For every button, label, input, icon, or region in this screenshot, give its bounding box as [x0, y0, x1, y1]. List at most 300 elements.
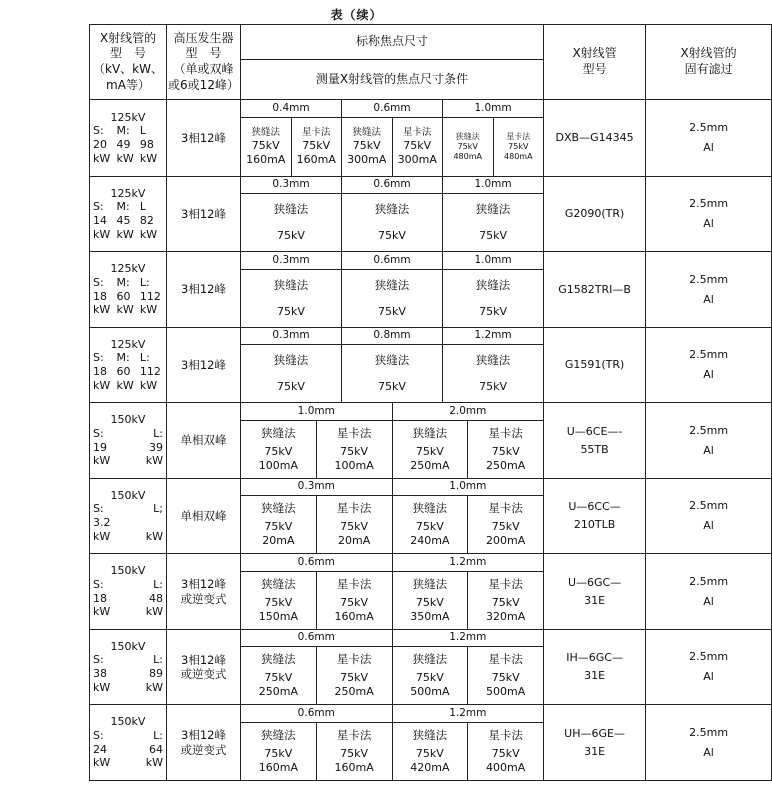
measurement-condition: [392, 421, 468, 479]
method: 狭缝法: [455, 132, 480, 141]
tube-power-labels: [93, 200, 163, 214]
measurement-condition: [241, 270, 342, 328]
filtration-line: Al: [703, 368, 714, 381]
kv-value: 75kV: [277, 228, 305, 242]
focal-size: 0.6mm: [342, 100, 443, 118]
measurement-condition: [468, 421, 544, 479]
power-label: L:: [139, 275, 150, 289]
method: 星卡法: [336, 728, 372, 743]
filtration-line: Al: [703, 443, 714, 457]
ma-value: 400mA: [486, 761, 526, 775]
inherent-filtration: [646, 403, 772, 479]
measurement-condition: [316, 421, 392, 479]
generator-type: [167, 328, 241, 403]
generator-type: [167, 177, 241, 252]
tube-power-values: [93, 138, 163, 152]
kv-value: 75kV: [264, 445, 293, 459]
tube-power-rating: [90, 630, 167, 705]
kv-value: 75kV: [415, 671, 444, 685]
generator-line: 3相12峰: [181, 652, 226, 667]
kv-value: 75kV: [340, 445, 369, 459]
kv-value: 75kV: [491, 671, 520, 685]
inherent-filtration: [646, 705, 772, 781]
generator-line: 3相12峰: [181, 357, 226, 372]
kv-value: 75kV: [378, 304, 406, 318]
tube-model-line: U—6CC—: [568, 500, 621, 514]
power-label: S:: [93, 577, 104, 591]
filtration-line: 2.5mm: [689, 423, 729, 437]
generator-type: [167, 100, 241, 177]
method: 狭缝法: [273, 353, 309, 368]
power-unit: kW: [93, 756, 111, 770]
tube-kv: 150kV: [110, 413, 146, 426]
kv-value: 75kV: [264, 747, 293, 761]
power-unit: kW: [145, 529, 163, 543]
kv-value: 75kV: [479, 304, 507, 318]
ma-value: 160mA: [334, 761, 374, 775]
tube-power-rating: [90, 177, 167, 252]
tube-model-line: G1582TRI—B: [558, 282, 631, 296]
kv-value: 75kV: [264, 671, 293, 685]
power-value: 14: [93, 214, 107, 227]
power-value: 64: [149, 742, 163, 756]
method: 狭缝法: [273, 278, 309, 293]
header-xray-tube-type: X射线管 型号: [544, 25, 646, 100]
focal-size: 1.0mm: [241, 403, 393, 421]
tube-power-units: [93, 152, 163, 166]
focal-size: 1.2mm: [392, 554, 544, 572]
measurement-condition: [443, 345, 544, 403]
measurement-condition: [392, 496, 468, 554]
method: 狭缝法: [261, 426, 296, 441]
tube-power-labels: [93, 729, 163, 743]
focal-size: 0.6mm: [342, 177, 443, 194]
kv-value: 75kV: [264, 520, 293, 534]
measurement-condition: [291, 118, 342, 177]
filtration-line: Al: [703, 292, 714, 306]
focal-size: 1.0mm: [443, 100, 544, 118]
inherent-filtration: [646, 100, 772, 177]
measurement-condition: [316, 572, 392, 630]
ma-value: 250mA: [334, 685, 374, 699]
power-value: 48: [149, 591, 163, 605]
measurement-condition: [241, 647, 317, 705]
measurement-condition: [316, 647, 392, 705]
tube-power-labels: [93, 276, 163, 290]
method: 星卡法: [336, 501, 372, 516]
tube-kv: 150kV: [110, 488, 146, 502]
power-unit: kW: [116, 227, 134, 241]
tube-kv: 150kV: [110, 564, 146, 577]
kv-value: 75kV: [508, 142, 529, 151]
generator-line: 3相12峰: [181, 206, 226, 221]
generator-type: [167, 630, 241, 705]
ma-value: 480mA: [453, 152, 483, 161]
tube-power-values: [93, 743, 163, 757]
kv-value: 75kV: [264, 596, 293, 610]
power-unit: kW: [116, 303, 134, 317]
method: 狭缝法: [374, 353, 410, 368]
tube-power-units: [93, 756, 163, 770]
filtration-line: 2.5mm: [689, 725, 729, 739]
focal-size: 1.0mm: [443, 177, 544, 194]
power-unit: kW: [93, 680, 111, 694]
tube-power-rating: [90, 100, 167, 177]
tube-kv: 125kV: [110, 262, 146, 275]
generator-line: 3相12峰: [181, 282, 226, 297]
tube-kv: 125kV: [110, 337, 146, 351]
tube-power-labels: [93, 427, 163, 441]
power-unit: kW: [139, 227, 158, 241]
filtration-line: Al: [703, 141, 714, 154]
ma-value: 300mA: [347, 152, 387, 166]
focal-size: 1.2mm: [392, 630, 544, 647]
kv-value: 75kV: [403, 139, 432, 153]
kv-value: 75kV: [479, 379, 507, 393]
measurement-condition: [241, 194, 342, 252]
tube-power-values: [93, 667, 163, 681]
power-value: 98: [139, 138, 154, 151]
filtration-line: 2.5mm: [689, 348, 729, 362]
method: 狭缝法: [261, 652, 296, 667]
kv-value: 75kV: [415, 445, 444, 459]
focal-size: 0.3mm: [241, 252, 342, 270]
inherent-filtration: [646, 177, 772, 252]
power-unit: kW: [139, 303, 158, 317]
ma-value: 240mA: [410, 534, 450, 548]
focal-size: 0.8mm: [342, 328, 443, 345]
measurement-condition: [392, 572, 468, 630]
ma-value: 20mA: [338, 534, 371, 548]
tube-model: [544, 403, 646, 479]
power-unit: kW: [93, 303, 111, 317]
tube-power-units: [93, 530, 163, 544]
kv-value: 75kV: [352, 139, 381, 153]
power-value: 18: [93, 289, 107, 303]
ma-value: 160mA: [246, 152, 286, 166]
tube-model: [544, 177, 646, 252]
focal-size: 0.6mm: [241, 554, 393, 572]
power-label: L: [139, 200, 147, 214]
kv-value: 75kV: [491, 747, 520, 761]
power-unit: kW: [116, 378, 134, 392]
power-unit: kW: [145, 605, 163, 619]
method: 狭缝法: [261, 501, 296, 516]
power-value: 60: [116, 365, 131, 378]
ma-value: 250mA: [258, 685, 298, 699]
power-unit: kW: [139, 151, 158, 165]
power-label: M:: [116, 275, 130, 289]
kv-value: 75kV: [340, 747, 369, 761]
filtration-line: 2.5mm: [689, 121, 729, 135]
ma-value: 350mA: [410, 610, 450, 624]
measurement-condition: [342, 118, 393, 177]
tube-model-line: 31E: [584, 593, 606, 607]
generator-type: [167, 252, 241, 328]
power-label: S:: [93, 426, 104, 440]
power-unit: kW: [93, 529, 111, 543]
tube-power-values: [93, 441, 163, 455]
measurement-condition: [392, 118, 443, 177]
power-label: L:: [153, 653, 163, 667]
kv-value: 75kV: [251, 139, 280, 153]
method: 星卡法: [301, 127, 331, 139]
tube-model-line: 210TLB: [573, 518, 616, 531]
power-unit: kW: [116, 151, 134, 165]
tube-power-values: [93, 516, 163, 530]
ma-value: 320mA: [486, 610, 526, 624]
tube-model: [544, 252, 646, 328]
tube-power-rating: [90, 554, 167, 630]
measurement-condition: [342, 194, 443, 252]
kv-value: 75kV: [457, 142, 478, 151]
measurement-condition: [316, 496, 392, 554]
power-value: 3.2: [93, 516, 111, 529]
tube-model-line: UH—6GE—: [564, 726, 625, 740]
kv-value: 75kV: [340, 520, 369, 534]
power-unit: kW: [145, 454, 163, 468]
tube-power-rating: [90, 252, 167, 328]
tube-model-line: DXB—G14345: [555, 131, 634, 145]
focal-size: 0.6mm: [241, 630, 393, 647]
measurement-condition: [241, 723, 317, 781]
power-label: L:: [153, 426, 163, 440]
tube-power-labels: [93, 578, 163, 592]
power-label: M:: [116, 200, 130, 214]
tube-model: [544, 705, 646, 781]
filtration-line: Al: [703, 217, 714, 230]
tube-power-rating: [90, 328, 167, 403]
measurement-condition: [443, 194, 544, 252]
measurement-condition: [241, 496, 317, 554]
method: 狭缝法: [412, 577, 448, 592]
focal-size: 0.3mm: [241, 328, 342, 345]
power-value: 82: [139, 214, 154, 227]
power-label: S:: [93, 502, 104, 516]
tube-model-line: G1591(TR): [564, 358, 625, 372]
power-value: 49: [116, 138, 131, 151]
method: 狭缝法: [412, 501, 448, 516]
ma-value: 420mA: [410, 761, 450, 775]
kv-value: 75kV: [340, 596, 369, 610]
power-unit: kW: [93, 227, 111, 241]
inherent-filtration: [646, 479, 772, 554]
header-nominal-focal-size: 标称焦点尺寸: [241, 25, 544, 60]
generator-type: [167, 403, 241, 479]
power-value: 18: [93, 591, 107, 605]
generator-type: [167, 479, 241, 554]
header-tube-model: X射线管的 型 号 （kV、kW、 mA等）: [90, 25, 167, 100]
focal-size: 1.2mm: [392, 705, 544, 723]
tube-power-labels: [93, 124, 163, 138]
method: 星卡法: [336, 577, 372, 592]
tube-model: [544, 554, 646, 630]
power-unit: kW: [93, 378, 111, 392]
power-value: 112: [139, 289, 161, 303]
tube-power-values: [93, 214, 163, 228]
tube-power-units: [93, 605, 163, 619]
focal-size: 1.2mm: [443, 328, 544, 345]
power-value: 39: [149, 440, 163, 454]
generator-line: 或逆变式: [180, 667, 227, 681]
focal-size: 0.6mm: [241, 705, 393, 723]
tube-model-line: U—6GC—: [567, 575, 622, 589]
power-value: 19: [93, 440, 107, 454]
method: 星卡法: [488, 577, 523, 592]
method: 星卡法: [488, 426, 523, 441]
generator-line: 单相双峰: [180, 433, 227, 448]
tube-model-line: 31E: [584, 669, 606, 682]
filtration-line: Al: [703, 745, 714, 759]
ma-value: 160mA: [296, 152, 336, 166]
tube-kv: 125kV: [110, 186, 146, 200]
tube-power-labels: [93, 351, 163, 365]
measurement-condition: [468, 572, 544, 630]
focal-size: 0.3mm: [241, 177, 342, 194]
measurement-condition: [342, 270, 443, 328]
generator-line: 3相12峰: [181, 130, 226, 145]
measurement-condition: [468, 723, 544, 781]
method: 狭缝法: [374, 202, 410, 217]
measurement-condition: [241, 345, 342, 403]
power-label: L:: [153, 728, 163, 742]
power-value: 45: [116, 214, 131, 227]
tube-model: [544, 479, 646, 554]
filtration-line: 2.5mm: [689, 650, 729, 664]
measurement-condition: [392, 723, 468, 781]
tube-model: [544, 100, 646, 177]
focal-size: 1.0mm: [443, 252, 544, 270]
focal-size: 0.4mm: [241, 100, 342, 118]
power-value: 38: [93, 667, 107, 680]
tube-power-units: [93, 454, 163, 468]
filtration-line: 2.5mm: [689, 574, 729, 588]
ma-value: 480mA: [504, 152, 533, 161]
ma-value: 100mA: [334, 459, 374, 473]
ma-value: 500mA: [486, 685, 526, 699]
inherent-filtration: [646, 328, 772, 403]
measurement-condition: [241, 572, 317, 630]
filtration-line: 2.5mm: [689, 272, 729, 286]
focal-size: 0.6mm: [342, 252, 443, 270]
table-caption: 表（续）: [330, 8, 383, 22]
method: 狭缝法: [475, 202, 511, 217]
tube-kv: 150kV: [110, 715, 146, 728]
tube-power-values: [93, 365, 163, 379]
tube-power-values: [93, 592, 163, 606]
tube-kv: 125kV: [110, 110, 146, 124]
tube-model: [544, 630, 646, 705]
power-value: 20: [93, 138, 107, 151]
tube-model-line: 31E: [584, 744, 606, 758]
focal-size: 0.3mm: [241, 479, 393, 496]
filtration-line: 2.5mm: [689, 197, 729, 211]
method: 狭缝法: [273, 202, 309, 217]
power-unit: kW: [93, 605, 111, 619]
measurement-condition: [443, 270, 544, 328]
tube-model-line: 55TB: [580, 442, 609, 456]
measurement-condition: [493, 118, 544, 177]
power-label: S:: [93, 275, 104, 289]
kv-value: 75kV: [415, 747, 444, 761]
measurement-condition: [468, 496, 544, 554]
ma-value: 100mA: [258, 459, 298, 473]
generator-line: 3相12峰: [181, 728, 226, 743]
tube-power-units: [93, 303, 163, 317]
measurement-condition: [241, 421, 317, 479]
ma-value: 160mA: [334, 610, 374, 624]
kv-value: 75kV: [479, 228, 507, 242]
ma-value: 250mA: [486, 459, 526, 473]
kv-value: 75kV: [415, 520, 444, 534]
inherent-filtration: [646, 252, 772, 328]
kv-value: 75kV: [378, 228, 406, 242]
kv-value: 75kV: [277, 379, 305, 393]
tube-power-units: [93, 379, 163, 393]
generator-type: [167, 554, 241, 630]
method: 狭缝法: [412, 426, 448, 441]
tube-power-units: [93, 228, 163, 242]
power-unit: kW: [93, 151, 111, 165]
power-value: 89: [149, 667, 163, 680]
ma-value: 160mA: [258, 761, 298, 775]
ma-value: 300mA: [397, 152, 437, 166]
power-unit: kW: [145, 756, 163, 770]
tube-model-line: IH—6GC—: [566, 651, 623, 665]
tube-model: [544, 328, 646, 403]
generator-line: 或逆变式: [180, 742, 227, 757]
header-generator-model: 高压发生器 型 号 （单或双峰 或6或12峰）: [167, 25, 241, 100]
kv-value: 75kV: [302, 139, 331, 153]
method: 狭缝法: [261, 577, 296, 592]
power-label: S:: [93, 351, 104, 365]
generator-line: 或逆变式: [180, 591, 227, 606]
kv-value: 75kV: [340, 671, 369, 685]
inherent-filtration: [646, 554, 772, 630]
method: 星卡法: [488, 652, 523, 667]
tube-power-labels: [93, 502, 163, 516]
power-value: 18: [93, 365, 107, 378]
kv-value: 75kV: [277, 304, 305, 318]
measurement-condition: [392, 647, 468, 705]
method: 狭缝法: [261, 728, 296, 743]
kv-value: 75kV: [491, 445, 520, 459]
power-label: S:: [93, 124, 104, 138]
header-inherent-filtration: X射线管的 固有滤过: [646, 25, 772, 100]
tube-power-rating: [90, 403, 167, 479]
power-unit: kW: [139, 378, 158, 392]
power-label: L;: [153, 502, 163, 516]
tube-model-line: G2090(TR): [564, 207, 625, 221]
power-label: L:: [139, 351, 150, 365]
filtration-line: Al: [703, 519, 714, 532]
power-label: S:: [93, 653, 104, 667]
ma-value: 500mA: [410, 685, 450, 699]
method: 星卡法: [488, 501, 523, 516]
ma-value: 20mA: [262, 534, 295, 548]
ma-value: 250mA: [410, 459, 450, 473]
tube-power-rating: [90, 705, 167, 781]
kv-value: 75kV: [491, 520, 520, 534]
kv-value: 75kV: [378, 379, 406, 393]
ma-value: 150mA: [258, 610, 298, 624]
filtration-line: Al: [703, 670, 714, 683]
measurement-condition: [443, 118, 494, 177]
ma-value: 200mA: [486, 534, 526, 548]
power-label: M:: [116, 124, 130, 138]
generator-line: 单相双峰: [180, 508, 227, 523]
filtration-line: Al: [703, 594, 714, 608]
